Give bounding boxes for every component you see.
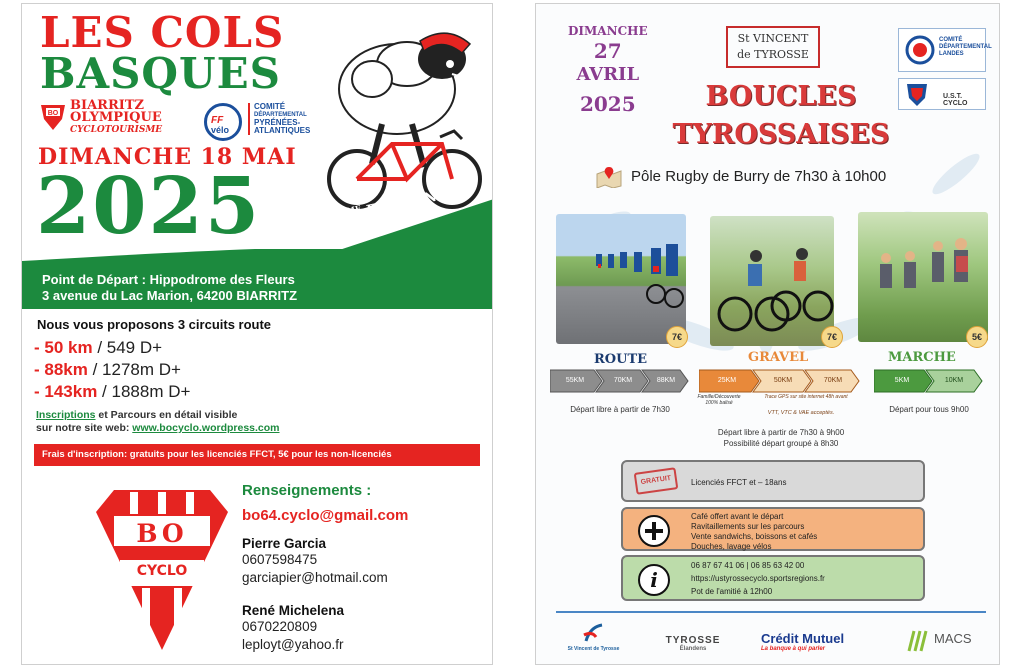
gravel-distances (699, 368, 861, 394)
title-line-2: TYROSSAISES (672, 119, 890, 150)
sponsor-tyrosse (658, 625, 728, 652)
flyer-title (40, 8, 285, 98)
date-month: AVRIL (576, 64, 640, 85)
flyer-boucles-tyrossaises (535, 3, 1000, 665)
marche-depart-info: Départ pour tous 9h00 (889, 405, 969, 414)
route-distance-3: 88KM (656, 377, 676, 384)
gravel-note-3: VTT, VTC & VAE acceptés. (767, 410, 835, 416)
circuit-distance: - 143km (34, 382, 98, 401)
sponsor-3-sub: La banque à qui parler (761, 646, 826, 652)
info-box (621, 555, 925, 601)
marche-photo (858, 212, 988, 342)
sponsor-4-name: MACS (934, 631, 972, 646)
service-item: Douches, lavage vélos (691, 542, 772, 551)
website-url[interactable]: https://ustyrossecyclo.sportsregions.fr (691, 574, 825, 583)
circuit-elevation: / 1278m D+ (87, 360, 181, 379)
service-item: Ravitaillements sur les parcours (691, 522, 805, 531)
sponsor-1-name: St Vincent de Tyrosse (567, 646, 620, 652)
route-distance-2: 70KM (613, 377, 633, 384)
sponsor-st-vincent (566, 623, 621, 652)
club-name (70, 100, 162, 136)
svg-text:i: i (650, 568, 658, 592)
gravel-note-1: Famille/Découverte 100% balisé (697, 394, 741, 406)
services-box (621, 507, 925, 551)
price-badge: 7€ (821, 326, 843, 348)
depart-line-2: 3 avenue du Lac Marion, 64200 BIARRITZ (42, 288, 298, 303)
circuit-distance: - 50 km (34, 338, 93, 357)
route-distances (550, 368, 690, 394)
depart-info (42, 272, 297, 304)
bo-shield-icon (39, 101, 67, 131)
logo-bo-text: BO (136, 519, 188, 548)
comite-line-4: ATLANTIQUES (254, 126, 311, 135)
title-line-1: BOUCLES (705, 81, 857, 112)
free-entry-text: Licenciés FFCT et – 18ans (691, 478, 787, 487)
title-line-1: LES COLS (40, 8, 285, 57)
depart-line-1: Point de Départ : Hippodrome des Fleurs (42, 272, 295, 287)
club-line-3: CYCLOTOURISME (70, 125, 163, 135)
st-vincent-logo (726, 26, 820, 68)
site-text: sur notre site web: (36, 422, 133, 434)
edition-suffix: ÈME (339, 202, 363, 218)
circuit-item (34, 337, 190, 359)
cyclists-icon (556, 214, 686, 344)
inscriptions-text: et Parcours en détail visible (95, 409, 238, 421)
date-number: 27 (593, 39, 622, 63)
comite-label (248, 103, 310, 135)
location-text: Pôle Rugby de Burry de 7h30 à 10h00 (631, 168, 887, 185)
contact1-email[interactable]: garciapier@hotmail.com (242, 570, 388, 585)
contact-title: Renseignements : (242, 482, 372, 499)
club-line-2: OLYMPIQUE (70, 110, 162, 125)
contact-section (242, 482, 408, 654)
circuit-elevation: / 1888m D+ (97, 382, 191, 401)
route-depart-info: Départ libre à partir de 7h30 (570, 405, 670, 414)
gravel-photo (710, 216, 834, 346)
sheep-cyclist-illustration (312, 19, 492, 214)
pot-amitie: Pot de l'amitié à 12h00 (691, 587, 773, 596)
gravel-depart-2: Possibilité départ groupé à 8h30 (723, 439, 839, 448)
contact2-email[interactable]: leployt@yahoo.fr (242, 637, 344, 652)
contact2-phone: 0670220809 (242, 619, 318, 634)
ffvelo-logo (204, 103, 242, 141)
marche-distance-2: 10KM (944, 377, 964, 384)
gravel-label: GRAVEL (748, 350, 809, 365)
ust-cyclo-logo (898, 78, 986, 110)
plus-icon (637, 514, 671, 548)
contact2-name: René Michelena (242, 603, 345, 618)
ffvelo-icon (905, 35, 935, 65)
route-photo (556, 214, 686, 344)
contact-email[interactable]: bo64.cyclo@gmail.com (242, 507, 409, 524)
inscription-info (36, 409, 280, 435)
comite-line-3: PYRÉNÉES- (254, 118, 301, 127)
comite-departemental-logo (898, 28, 992, 72)
circuits-list (34, 337, 190, 403)
event-title (656, 78, 906, 154)
contact1-phone: 0607598475 (242, 552, 318, 567)
registration-fee-banner: Frais d'inscription: gratuits pour les licenciés FFCT, 5€ pour les non-licenciés (34, 444, 480, 466)
event-year: 2025 (36, 161, 262, 252)
event-date: DIMANCHE 18 MAI (38, 144, 297, 170)
macs-icon (906, 627, 932, 653)
gratuit-stamp: GRATUIT (634, 467, 679, 495)
info-lines (691, 561, 825, 597)
club-line-1: BIARRITZ (70, 98, 145, 113)
edition-number: 27 (320, 208, 344, 229)
info-icon (637, 563, 671, 597)
edition-word: EDITION (365, 188, 439, 220)
title-line-2: BASQUES (40, 49, 281, 98)
hikers-icon (858, 212, 988, 342)
circuits-heading: Nous vous proposons 3 circuits route (37, 317, 272, 332)
free-entry-box (621, 460, 925, 502)
circuit-elevation: / 549 D+ (92, 338, 163, 357)
svt-line-2: de TYROSSE (737, 48, 809, 61)
price-badge: 5€ (966, 326, 988, 348)
svt-line-1: St VINCENT (737, 32, 809, 45)
date-year: 2025 (579, 92, 636, 116)
event-date-block (568, 24, 648, 122)
shield-icon (905, 82, 929, 108)
gravel-note-2: Trace GPS sur site internet 48h avant (764, 394, 848, 400)
sponsor-3-name: Crédit Mutuel (761, 631, 845, 646)
phone-numbers: 06 87 67 41 06 | 06 85 63 42 00 (691, 561, 805, 570)
gravel-riders-icon (710, 216, 834, 346)
map-pin-icon (596, 166, 622, 188)
comite-line-1: COMITÉ (254, 102, 286, 111)
gravel-distance-1: 25KM (717, 377, 737, 384)
svg-text:BO: BO (47, 110, 59, 117)
gravel-distance-3: 70KM (823, 377, 843, 384)
inscriptions-link[interactable]: Inscriptions (36, 409, 96, 421)
gravel-depart-1: Départ libre à partir de 7h30 à 9h00 (717, 428, 845, 437)
ffvelo-velo: vélo (211, 125, 230, 135)
services-list (691, 512, 817, 552)
service-item: Vente sandwichs, boissons et cafés (691, 532, 818, 541)
marche-distances (874, 368, 984, 394)
ffvelo-ff: FF (211, 115, 224, 126)
sponsor-2-sub: Élandens (679, 646, 707, 652)
sponsor-2-name: TYROSSE (665, 635, 721, 646)
marche-label: MARCHE (888, 350, 956, 365)
circuit-item (34, 359, 190, 381)
route-distance-1: 55KM (565, 377, 585, 384)
price-badge: 7€ (666, 326, 688, 348)
service-item: Café offert avant le départ (691, 512, 784, 521)
flyer-cols-basques (21, 3, 493, 665)
route-label: ROUTE (594, 352, 648, 367)
comite-line-2: DÉPARTEMENTAL (254, 112, 307, 118)
st-vincent-icon (582, 623, 606, 643)
marche-distance-1: 5KM (894, 377, 910, 384)
date-day: DIMANCHE (568, 24, 648, 38)
website-link[interactable]: www.bocyclo.wordpress.com (132, 422, 280, 434)
logo-cyclo-text: CYCLO (136, 563, 188, 579)
circuit-item (34, 381, 190, 403)
gravel-distance-2: 50KM (773, 377, 793, 384)
contact1-name: Pierre Garcia (242, 536, 327, 551)
usty-logo-text: U.S.T. CYCLO (943, 93, 968, 107)
sponsor-credit-mutuel (761, 631, 871, 652)
circuit-distance: - 88km (34, 360, 88, 379)
cd-logo-text: COMITÉ DÉPARTEMENTAL LANDES (939, 37, 992, 57)
sponsors-bar (556, 611, 986, 659)
